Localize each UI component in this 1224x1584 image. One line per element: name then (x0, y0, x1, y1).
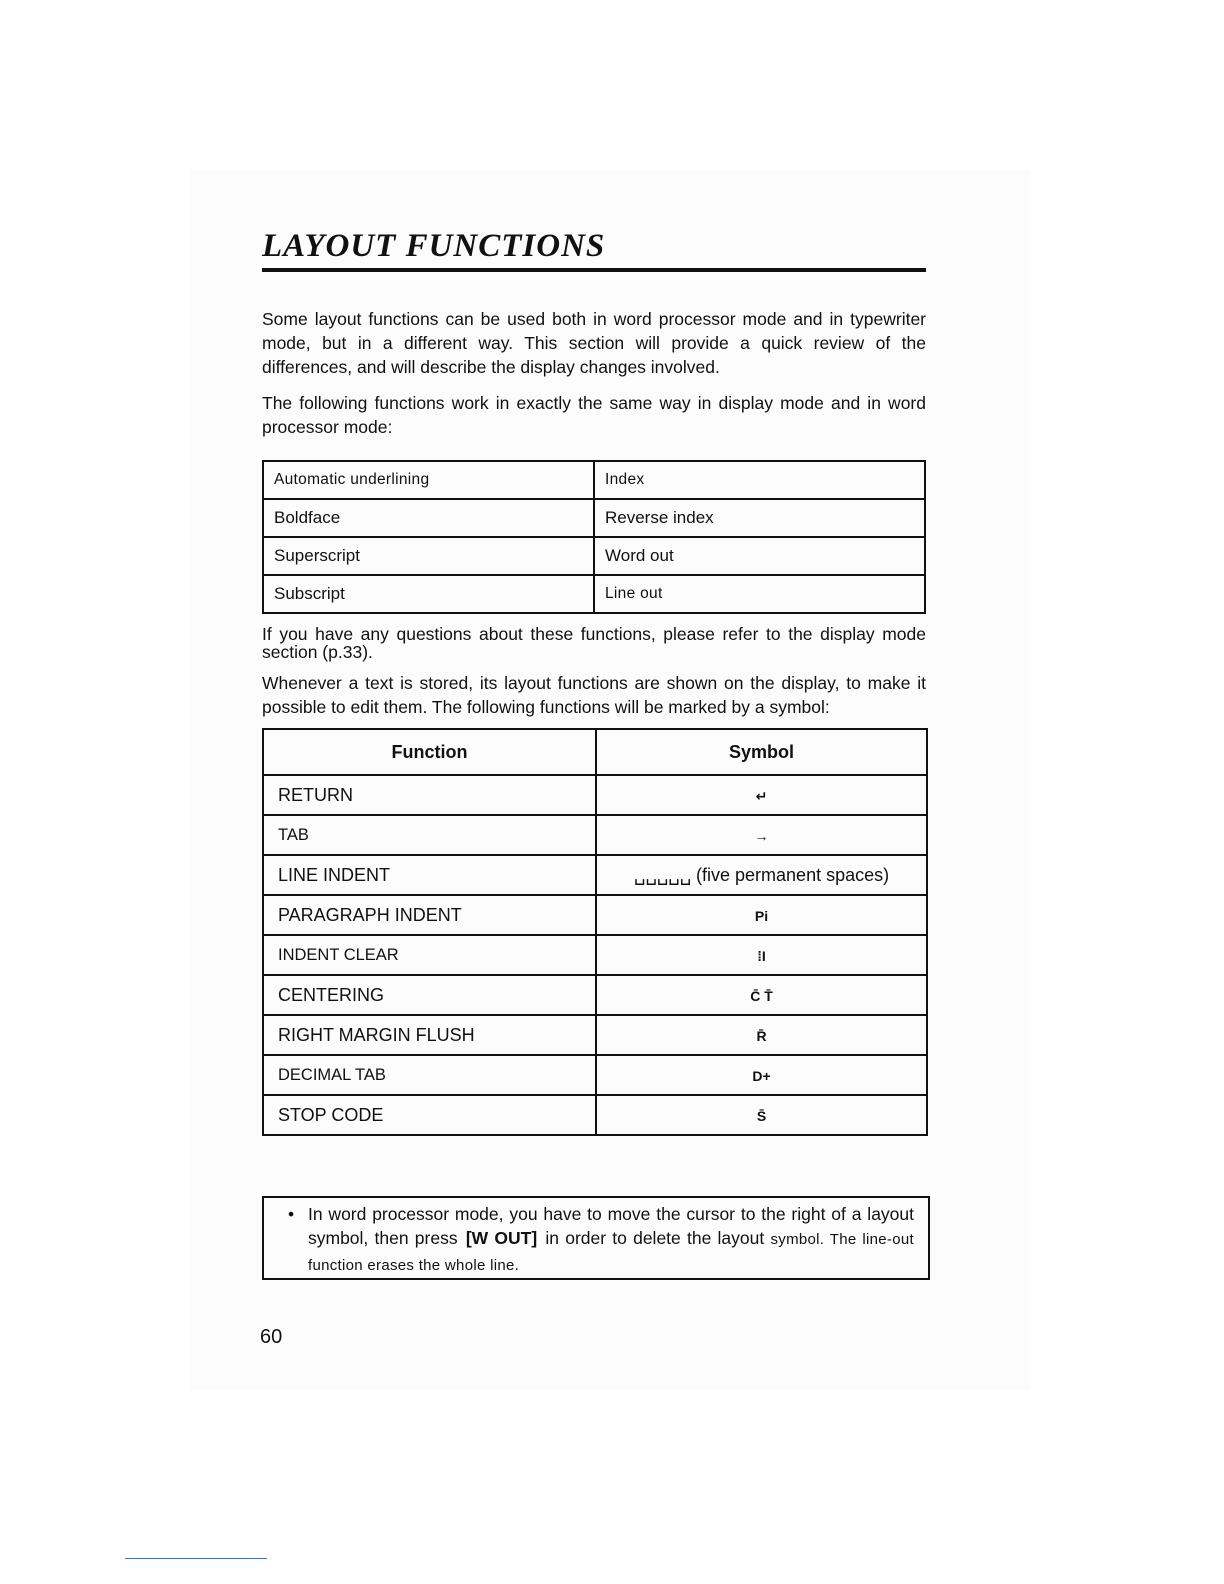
table-row (263, 975, 927, 1015)
function-cell: STOP CODE (263, 1095, 596, 1135)
function-cell: DECIMAL TAB (263, 1055, 596, 1095)
return-symbol-icon: ↵ (755, 787, 768, 804)
intro-paragraph: Some layout functions can be used both in word processor mode and in typewriter mode, but in a different way. This section will provide a quick review of the differences, and will describe the display changes involved. (262, 309, 926, 377)
function-cell: RIGHT MARGIN FLUSH (263, 1015, 596, 1055)
symbol-cell (596, 1055, 927, 1095)
note-last: symbol. The line-out function erases the whole line. (308, 1231, 914, 1274)
right-margin-flush-icon: R̄ (756, 1027, 767, 1044)
stop-code-icon: S̄ (756, 1107, 767, 1124)
note-after: in order to delete the layout (545, 1228, 765, 1248)
note-before: In word processor mode, you have to move the cursor to the right of a layout symbol, then press (308, 1204, 914, 1248)
table-header-row (263, 729, 927, 775)
table-row (263, 1015, 927, 1055)
centering-icon: C̄ T̄ (750, 987, 773, 1004)
note-text (278, 1202, 914, 1278)
function-cell: TAB (263, 815, 596, 855)
paragraph-indent-icon: Pi (754, 907, 769, 924)
table-cell: Index (594, 461, 925, 499)
same-way-paragraph: The following functions work in exactly the same way in display mode and in word processor mode: (262, 393, 926, 437)
decimal-tab-icon: D+ (752, 1067, 771, 1084)
symbol-cell (596, 775, 927, 815)
symbol-cell (596, 815, 927, 855)
symbol-cell (596, 1015, 927, 1055)
function-cell: RETURN (263, 775, 596, 815)
function-cell: CENTERING (263, 975, 596, 1015)
table-cell: Boldface (263, 499, 594, 537)
table-row (263, 815, 927, 855)
symbol-cell: ␣␣␣␣␣ (five permanent spaces) (596, 855, 927, 895)
title-underline (262, 268, 926, 272)
note-box (262, 1196, 930, 1280)
table-cell: Subscript (263, 575, 594, 613)
function-cell: LINE INDENT (263, 855, 596, 895)
page-title: LAYOUT FUNCTIONS (262, 228, 606, 264)
footer-rule (125, 1558, 267, 1559)
indent-clear-icon: ⁞I (757, 947, 766, 964)
table-row (263, 499, 925, 537)
table-row (263, 935, 927, 975)
table-row (263, 461, 925, 499)
note-key: [W OUT] (465, 1228, 538, 1248)
table-row (263, 855, 927, 895)
function-cell: INDENT CLEAR (263, 935, 596, 975)
table-row (263, 1095, 927, 1135)
table-row (263, 775, 927, 815)
table-cell: Word out (594, 537, 925, 575)
table-cell: Superscript (263, 537, 594, 575)
tab-arrow-icon: → (754, 827, 769, 844)
symbol-table (262, 728, 928, 1136)
table-row (263, 1055, 927, 1095)
table-cell: Reverse index (594, 499, 925, 537)
table-cell: Automatic underlining (263, 461, 594, 499)
page-number: 60 (260, 1326, 283, 1348)
stored-paragraph: Whenever a text is stored, its layout functions are shown on the display, to make it possible to edit them. The following functions will be marked by a symbol: (262, 673, 926, 717)
symbol-cell (596, 975, 927, 1015)
symbol-cell (596, 895, 927, 935)
symbol-cell (596, 935, 927, 975)
bullet-icon: • (288, 1204, 295, 1224)
column-header-symbol: Symbol (596, 729, 927, 775)
table-row (263, 537, 925, 575)
table-row (263, 575, 925, 613)
column-header-function: Function (263, 729, 596, 775)
questions-paragraph: If you have any questions about these functions, please refer to the display mode section (p.33). (262, 624, 926, 662)
table-cell: Line out (594, 575, 925, 613)
function-cell: PARAGRAPH INDENT (263, 895, 596, 935)
table-row (263, 895, 927, 935)
symbol-cell (596, 1095, 927, 1135)
same-functions-table (262, 460, 926, 614)
